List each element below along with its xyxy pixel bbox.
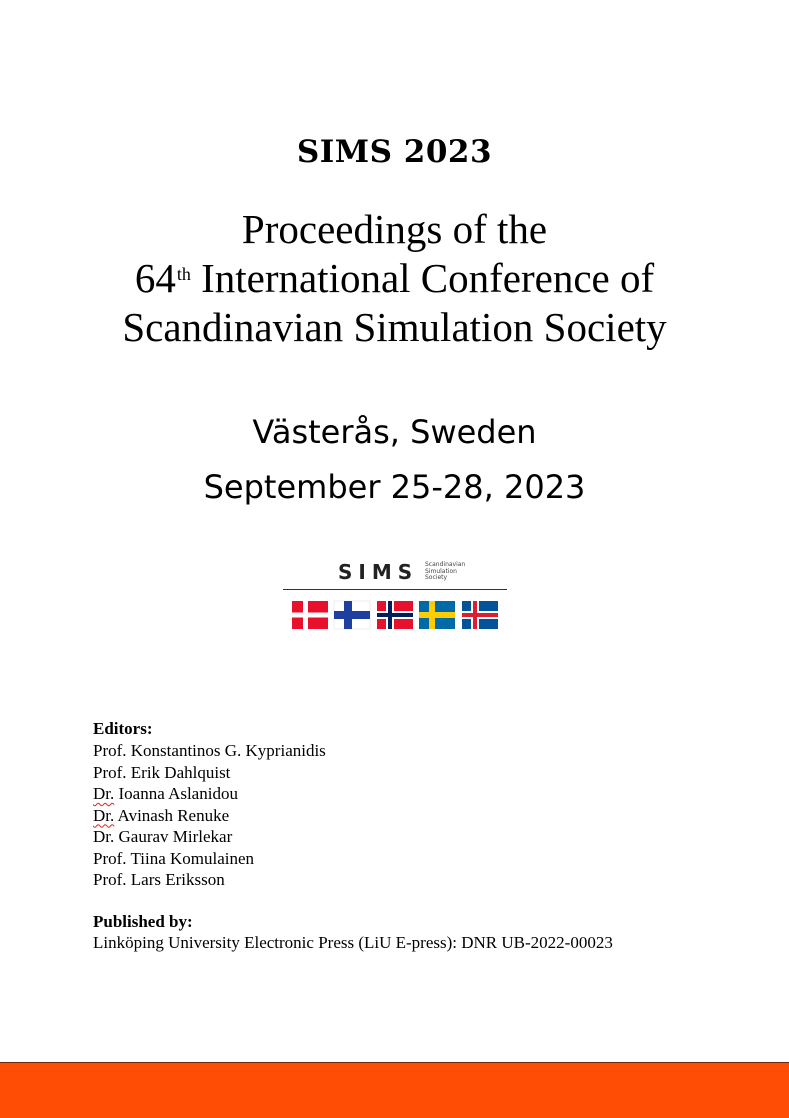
- conference-dates: September 25-28, 2023: [203, 468, 586, 506]
- editor-name: Tiina Komulainen: [126, 848, 255, 868]
- logo-sub-line: Scandinavian: [425, 561, 466, 568]
- logo-sub-line: Society: [425, 574, 448, 581]
- logo-sub-line: Simulation: [425, 567, 457, 575]
- editor-title: Dr.: [93, 805, 115, 825]
- editor-name: Konstantinos G. Kyprianidis: [126, 741, 326, 760]
- bottom-color-band: [0, 1062, 789, 1118]
- editor-title: Prof.: [93, 741, 127, 760]
- sims-logo: [283, 558, 507, 636]
- editor-name: Lars Eriksson: [126, 870, 225, 889]
- editor-title: Prof.: [93, 848, 127, 868]
- editors-list: [93, 740, 326, 891]
- norway-flag-icon: [377, 601, 413, 629]
- editor-name: Avinash Renuke: [114, 805, 230, 825]
- logo-divider: [283, 589, 507, 590]
- finland-flag-icon: [334, 601, 370, 629]
- editor-name: Ioanna Aslanidou: [114, 784, 238, 803]
- denmark-flag-icon: [292, 601, 328, 629]
- editor-entry: [93, 869, 326, 891]
- editor-entry: [93, 762, 326, 784]
- title-line-2-rest: International Conference of: [190, 255, 655, 301]
- editor-name: Gaurav Mirlekar: [114, 827, 233, 846]
- title-line-1: Proceedings of the: [241, 206, 548, 252]
- editor-name: Erik Dahlquist: [126, 762, 231, 782]
- conference-short-name: SIMS 2023: [296, 134, 493, 170]
- editor-entry: [93, 826, 326, 848]
- title-number: 64: [134, 255, 176, 301]
- conference-location: Västerås, Sweden: [252, 413, 537, 451]
- editor-entry: [93, 783, 326, 805]
- title-line-3: Scandinavian Simulation Society: [122, 304, 667, 350]
- editor-entry: [93, 848, 326, 870]
- iceland-flag-icon: [462, 601, 498, 629]
- editor-entry: [93, 805, 326, 827]
- publisher-heading: Published by:: [93, 912, 193, 931]
- logo-wordmark: SIMS: [338, 560, 419, 584]
- title-line-2: [0, 254, 789, 302]
- editor-entry: [93, 740, 326, 762]
- logo-subtitle: [425, 562, 485, 582]
- sweden-flag-icon: [419, 601, 455, 629]
- editor-title: Dr.: [93, 827, 115, 846]
- nordic-flags: [292, 600, 498, 630]
- title-ordinal: th: [176, 264, 191, 284]
- editors-heading: Editors:: [93, 719, 153, 738]
- editor-title: Dr.: [93, 784, 115, 803]
- editor-title: Prof.: [93, 762, 127, 782]
- editor-title: Prof.: [93, 870, 127, 889]
- publisher-text: Linköping University Electronic Press (LiU E-press): DNR UB-2022-00023: [93, 933, 613, 952]
